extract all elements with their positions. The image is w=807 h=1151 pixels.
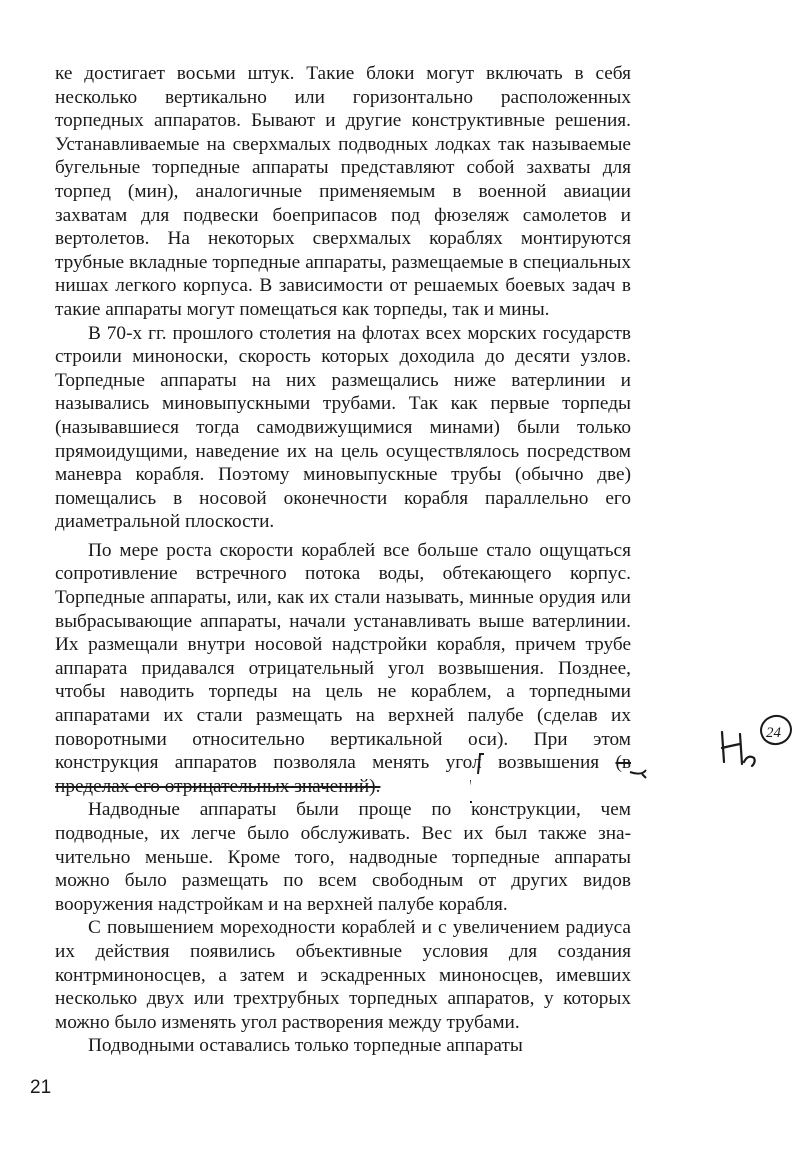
body-text — [55, 62, 631, 1058]
page-number: 21 — [30, 1077, 52, 1098]
paragraph-text: По мере роста скорости кораблей все больше стало ощущаться сопротивление встречного потока воды, обтекающего корпус. Торпедные аппараты, или, как их стали называть, минные орудия или выбрасывающие аппараты, начали устанавливать выше ватерлинии. Их размещали внутри носовой надстройки корабля, причем трубе аппарата придавался отрицательный угол возвышения. Позднее, чтобы наводить торпеды на цель не кораблем, а торпедными аппаратами их стали размещать на верхней палубе (сделав их поворотными относительно вертикальной оси). При этом конструкция аппаратов позволяла менять угол возвышения — [55, 539, 631, 774]
svg-text:24: 24 — [766, 725, 781, 741]
paragraph — [55, 539, 631, 799]
paragraph: Надводные аппараты были проще по конструкции, чем подводные, их легче было обслуживать. Вес их был также значительно меньше. Кроме того, надводные торпедные аппараты можно было размещать по всем свободным от других видов вооружения надстройкам и на верхней палубе корабля. — [55, 799, 631, 915]
paragraph: С повышением мореходности кораблей и с увеличением радиуса их действия появились объективные условия для создания контрминоносцев, а затем и эскадренных миноносцев, имевших несколько двух или трехтрубных торпедных аппаратов, у которых можно было изменять угол растворения между трубами. — [55, 917, 631, 1033]
struck-out-text: (в пределах его отрицательных значений). — [55, 752, 631, 797]
paragraph: ке достигает восьми штук. Такие блоки могут включать в себя несколько вертикально или горизонтально расположенных торпедных аппаратов. Бывают и другие конструктивные решения. Устанавливаемые на сверхмалых подводных лодках так называемые бугельные торпедные аппараты представляют собой захваты для торпед (мин), аналогичные применяемым в военной авиации захватам для подвески боеприпасов под фюзеляж самолетов и вертолетов. На некоторых сверхмалых кораблях монтируются трубные вкладные торпедные аппараты, размещаемые в специальных нишах легкого корпуса. В зависимости от решаемых боевых задач в такие аппараты могут помещаться как торпеды, так и мины. — [55, 63, 631, 320]
handwritten-margin-note-icon — [718, 710, 798, 780]
paragraph: Подводными оставались только торпедные аппараты — [88, 1035, 523, 1057]
paragraph: В 70-х гг. прошлого столетия на флотах всех морских государств строили миноноски, скорость которых доходила до десяти узлов. Торпедные аппараты на них размещались ниже ватерлинии и назывались миновыпускными трубами. Так как первые торпеды (называвшиеся тогда самодвижущимися минами) были только прямоидущими, наведение их на цель осуществлялось посредством маневра корабля. Поэтому миновыпускные трубы (обычно две) помещались в носовой оконечности корабля параллельно его диаметральной плоскости. — [55, 322, 631, 533]
